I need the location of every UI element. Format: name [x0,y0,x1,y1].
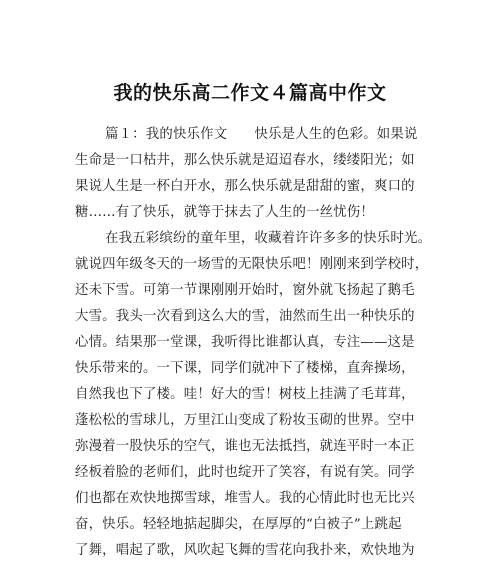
text-line: 弥漫着一股快乐的空气，谁也无法抵挡，就连平时一本正 [75,439,415,454]
text-line: 心情。结果那一堂课，我听得比谁都认真，专注——这是 [75,335,415,350]
text-line: 篇１：我的快乐作文 快乐是人生的色彩。如果说 [105,127,418,142]
text-line: 还未下雪。可第一节课刚刚开始时，窗外就飞扬起了鹅毛 [75,283,415,298]
document-body [75,122,431,564]
document-title: 我的快乐高二作文４篇高中作文 [113,82,387,104]
text-line: 就说四年级冬天的一场雪的无限快乐吧！刚刚来到学校时， [75,257,429,272]
text-line: 自然我也下了楼。哇！好大的雪！树枝上挂满了毛茸茸， [75,387,415,402]
text-line: 经板着脸的老师们，此时也绽开了笑容，有说有笑。同学 [75,465,415,480]
text-line: 了舞，唱起了歌，风吹起飞舞的雪花向我扑来，欢快地为 [75,543,415,558]
text-line: 快乐带来的。一下课，同学们就冲下了楼梯，直奔操场， [75,361,415,376]
text-line: 果说人生是一杯白开水，那么快乐就是甜甜的蜜，爽口的 [75,179,415,194]
text-line: 奋，快乐。轻轻地掂起脚尖，在厚厚的“白被子”上跳起 [75,517,402,532]
text-line: 大雪。我头一次看到这么大的雪，油然而生出一种快乐的 [75,309,415,324]
text-line: 们也都在欢快地掷雪球，堆雪人。我的心情此时也无比兴 [75,491,415,506]
text-line: 在我五彩缤纷的童年里，收藏着许许多多的快乐时光。 [105,231,431,246]
text-line: 蓬松松的雪球儿，万里江山变成了粉妆玉砌的世界。空中 [75,413,415,428]
text-line: 糖……有了快乐，就等于抹去了人生的一丝忧伤！ [75,205,374,220]
text-line: 生命是一口枯井，那么快乐就是迢迢春水，缕缕阳光；如 [75,153,415,168]
